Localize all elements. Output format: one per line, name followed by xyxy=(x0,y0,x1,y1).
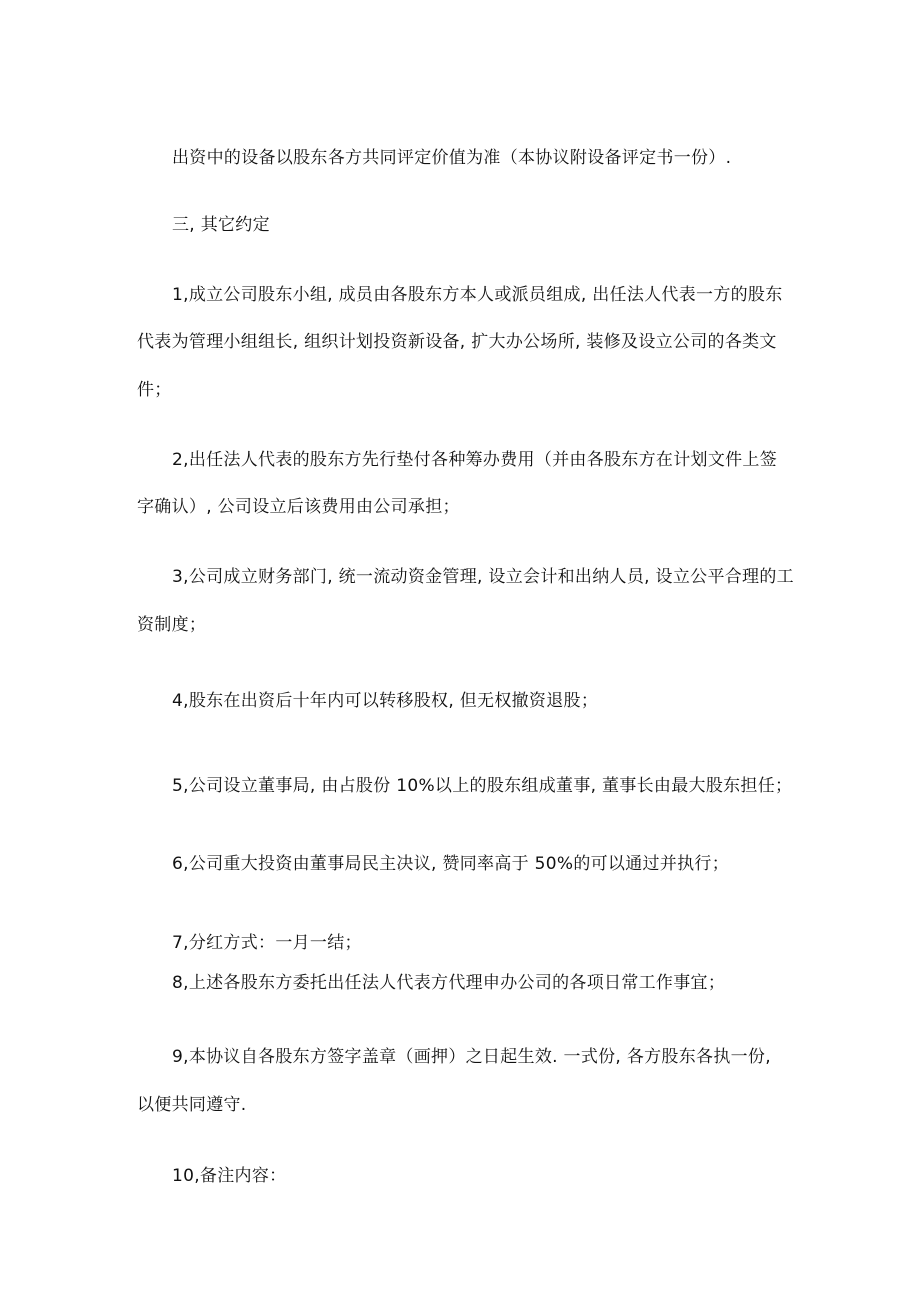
clause-3-line-2: 资制度； xyxy=(137,615,207,635)
clause-4: 4,股东在出资后十年内可以转移股权, 但无权撤资退股； xyxy=(172,691,599,711)
clause-2-line-1: 2,出任法人代表的股东方先行垫付各种筹办费用（并由各股东方在计划文件上签 xyxy=(172,450,778,470)
clause-7: 7,分红方式：一月一结； xyxy=(172,933,362,953)
section-heading-other-agreements: 三, 其它约定 xyxy=(172,215,270,235)
paragraph-equipment-valuation: 出资中的设备以股东各方共同评定价值为准（本协议附设备评定书一份）. xyxy=(172,148,732,168)
clause-8: 8,上述各股东方委托出任法人代表方代理申办公司的各项日常工作事宜； xyxy=(172,973,726,993)
clause-9-line-2: 以便共同遵守. xyxy=(137,1095,247,1115)
clause-1-line-2: 代表为管理小组组长, 组织计划投资新设备, 扩大办公场所, 装修及设立公司的各类文 xyxy=(137,332,777,352)
clause-3-line-1: 3,公司成立财务部门, 统一流动资金管理, 设立会计和出纳人员, 设立公平合理的工 xyxy=(172,567,794,587)
clause-5: 5,公司设立董事局, 由占股份 10%以上的股东组成董事, 董事长由最大股东担任； xyxy=(172,776,793,796)
clause-1-line-3: 件； xyxy=(137,380,172,400)
clause-9-line-1: 9,本协议自各股东方签字盖章（画押）之日起生效. 一式份, 各方股东各执一份, xyxy=(172,1047,771,1067)
clause-2-line-2: 字确认）, 公司设立后该费用由公司承担； xyxy=(137,497,460,517)
clause-1-line-1: 1,成立公司股东小组, 成员由各股东方本人或派员组成, 出任法人代表一方的股东 xyxy=(172,285,783,305)
clause-10-remarks: 10,备注内容： xyxy=(172,1166,287,1186)
clause-6: 6,公司重大投资由董事局民主决议, 赞同率高于 50%的可以通过并执行； xyxy=(172,854,730,874)
